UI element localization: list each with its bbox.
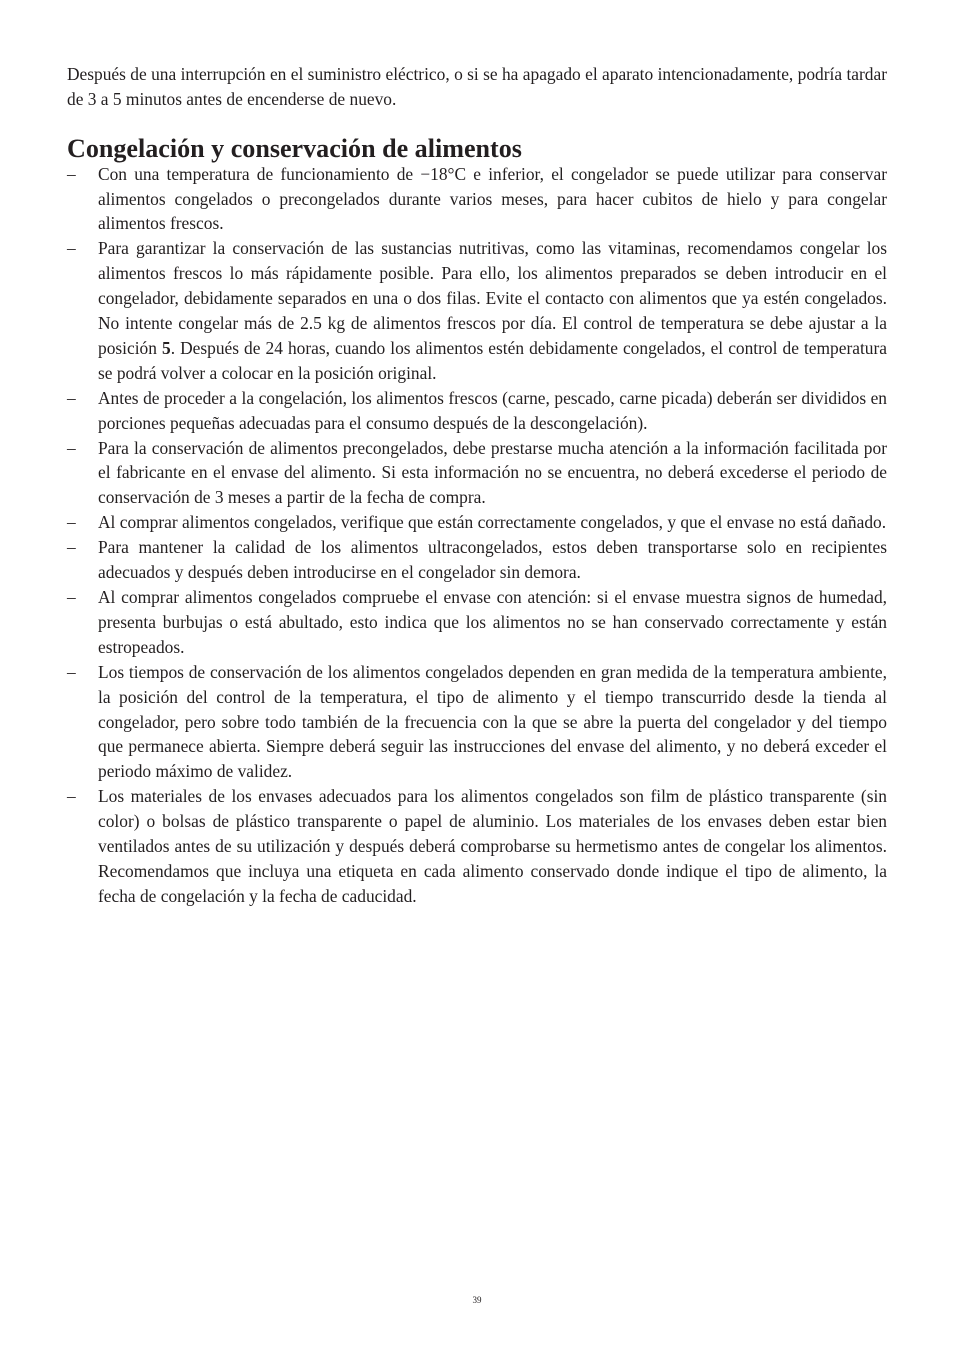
list-item	[67, 660, 887, 785]
bullet-dash: –	[67, 238, 76, 259]
bullet-text: Los tiempos de conservación de los alimentos congelados dependen en gran medida de la temperatura ambiente, la posición del control de la temperatura, el tipo de alimento y el tiempo transcurrido desde la tienda al congelador, pero sobre todo también de la frecuencia con la que se abre la puerta del congelador y del tiempo que permanece abierta. Siempre deberá seguir las instrucciones del envase del alimento, y no deberá exceder el periodo máximo de validez.	[98, 661, 887, 782]
list-item	[67, 585, 887, 660]
bullet-dash: –	[67, 163, 76, 184]
list-item	[67, 535, 887, 585]
bullet-text: Al comprar alimentos congelados compruebe el envase con atención: si el envase muestra signos de humedad, presenta burbujas o está abultado, esto indica que los alimentos no se han conservado correctamente y están estropeados.	[98, 587, 887, 657]
section-heading: Congelación y conservación de alimentos	[67, 133, 522, 163]
list-item	[67, 510, 887, 535]
bullet-text: Los materiales de los envases adecuados para los alimentos congelados son film de plástico transparente (sin color) o bolsas de plástico transparente o papel de aluminio. Los materiales de los envases deben estar bien ventilados antes de su utilización y después deberá comprobarse su hermetismo antes de congelar los alimentos. Recomendamos que incluya una etiqueta en cada alimento conservado donde indique el tipo de alimento, la fecha de congelación y la fecha de caducidad.	[98, 786, 887, 906]
bullet-dash: –	[67, 587, 76, 608]
list-item	[67, 436, 887, 511]
bullet-dash: –	[67, 437, 76, 458]
bullet-text: Antes de proceder a la congelación, los alimentos frescos (carne, pescado, carne picada) deberán ser divididos en porciones pequeñas adecuadas para el consumo después de la descongelación).	[98, 387, 887, 433]
bullet-dash: –	[67, 537, 76, 558]
bullet-dash: –	[67, 387, 76, 408]
intro-paragraph: Después de una interrupción en el suministro eléctrico, o si se ha apagado el aparato intencionadamente, podría tardar de 3 a 5 minutos antes de encenderse de nuevo.	[67, 64, 887, 109]
bullet-dash: –	[67, 661, 76, 682]
bullet-text: Con una temperatura de funcionamiento de −18°C e inferior, el congelador se puede utilizar para conservar alimentos congelados o precongelados durante varios meses, para hacer cubitos de hielo y para congelar alimentos frescos.	[98, 163, 887, 234]
bullet-text: Para mantener la calidad de los alimentos ultracongelados, estos deben transportarse solo en recipientes adecuados y después deben introducirse en el congelador sin demora.	[98, 537, 887, 583]
page-number: 39	[472, 1295, 482, 1305]
bullet-text: Al comprar alimentos congelados, verifique que están correctamente congelados, y que el envase no está dañado.	[98, 512, 887, 533]
bullet-text: Para la conservación de alimentos precongelados, debe prestarse mucha atención a la información facilitada por el fabricante en el envase del alimento. Si esta información no se encuentra, no deberá excederse el periodo de conservación de 3 meses a partir de la fecha de compra.	[98, 437, 887, 508]
bullet-dash: –	[67, 512, 76, 533]
list-item	[67, 386, 887, 436]
list-item	[67, 162, 887, 237]
document-body	[67, 62, 887, 909]
list-item	[67, 784, 887, 909]
list-item	[67, 236, 887, 385]
bullet-dash: –	[67, 786, 76, 807]
bullet-text: . Después de 24 horas, cuando los alimentos estén debidamente congelados, el control de temperatura se podrá volver a colocar en la posición original.	[98, 337, 887, 383]
bold-value: 5	[161, 337, 171, 358]
bullet-list	[67, 162, 887, 909]
bullet-text: Para garantizar la conservación de las sustancias nutritivas, como las vitaminas, recomendamos congelar los alimentos frescos lo más rápidamente posible. Para ello, los alimentos preparados se deben introducir en el congelador, debidamente separados en una o dos filas. Evite el contacto con alimentos que ya estén congelados. No intente congelar más de 2.5 kg de alimentos frescos por día. El control de temperatura se debe ajustar a la posición	[98, 238, 887, 358]
